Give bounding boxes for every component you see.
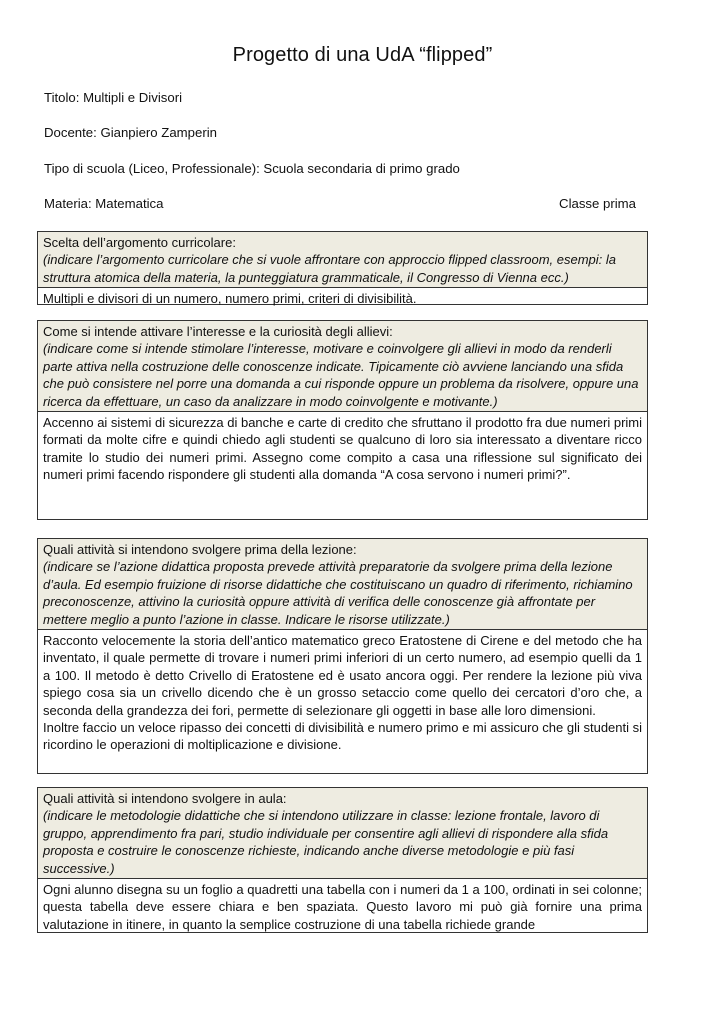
- section-content: [38, 630, 647, 756]
- document-title: Progetto di una UdA “flipped”: [232, 44, 493, 66]
- meta-tipo-scuola: Tipo di scuola (Liceo, Professionale): Scuola secondaria di primo grado: [44, 161, 460, 176]
- content-paragraph: Multipli e divisori di un numero, numero primi, criteri di divisibilità.: [43, 291, 417, 307]
- content-paragraph: Accenno ai sistemi di sicurezza di banche e carte di credito che sfruttano il prodotto fra due numeri primi formati da molte cifre e quindi chiedo agli studenti se qualcuno di loro sia interessato a diventare ricco tramite lo studio dei numeri primi. Assegno come compito a casa una riflessione sul significato dei numeri primi facendo rispondere gli studenti alla domanda “A cosa servono i numeri primi?”.: [43, 415, 643, 483]
- section-header: [38, 232, 647, 288]
- meta-docente: Docente: Gianpiero Zamperin: [44, 125, 217, 140]
- section-heading: Come si intende attivare l’interesse e la curiosità degli allievi:: [43, 324, 393, 339]
- meta-classe: Classe prima: [559, 196, 636, 211]
- section-header: [38, 788, 647, 879]
- section-content: [38, 412, 647, 486]
- content-paragraph: Inoltre faccio un veloce ripasso dei concetti di divisibilità e numero primo e mi assicuro che gli studenti si ricordino le operazioni di moltiplicazione e divisione.: [43, 720, 643, 753]
- section-header: [38, 321, 647, 412]
- section-content: [38, 879, 647, 939]
- section-interesse: [37, 320, 648, 520]
- content-paragraph: Ogni alunno disegna su un foglio a quadretti una tabella con i numeri da 1 a 100, ordinati in sei colonne; questa tabella deve essere chiara e ben spaziata. Questo lavoro mi può già fornire una prima valutazione in itinere, in quanto la semplice costruzione di una tabella richiede grande: [43, 882, 642, 932]
- section-in-aula: [37, 787, 648, 933]
- section-heading: Quali attività si intendono svolgere in aula:: [43, 791, 287, 806]
- section-heading: Scelta dell’argomento curricolare:: [43, 235, 236, 250]
- section-prima-lezione: [37, 538, 648, 774]
- meta-titolo: Titolo: Multipli e Divisori: [44, 90, 183, 105]
- section-hint: (indicare se l’azione didattica proposta prevede attività preparatorie da svolgere prima della lezione d’aula. Ed esempio fruizione di risorse didattiche che costituiscano un quadro di riferimento, richiamino preconoscenze, attivino la curiosità oppure attività di verifica delle conoscenze già affrontate per mettere meglio a punto l’azione in classe. Indicare le risorse utilizzate.): [43, 559, 633, 627]
- section-hint: (indicare l’argomento curricolare che si vuole affrontare con approccio flipped classroom, esempi: la struttura atomica della materia, la punteggiatura grammaticale, il Congresso di Vienna ecc.): [43, 252, 616, 285]
- section-content: [38, 288, 647, 309]
- section-heading: Quali attività si intendono svolgere prima della lezione:: [43, 542, 357, 557]
- section-header: [38, 539, 647, 630]
- section-hint: (indicare come si intende stimolare l’interesse, motivare e coinvolgere gli allievi in modo da renderli parte attiva nella costruzione delle conoscenze indicate. Tipicamente ciò avviene lanciando una sfida che può consistere nel porre una domanda a cui risponde oppure un problema da risolvere, oppure una ricerca da effettuare, un caso da analizzare in modo coinvolgente e motivante.): [43, 341, 639, 409]
- content-paragraph: Racconto velocemente la storia dell’antico matematico greco Eratostene di Cirene e del metodo che ha inventato, il quale permette di trovare i numeri primi inferiori di un certo numero, ad esempio quelli da 1 a 100. Il metodo è detto Crivello di Eratostene ed è usato ancora oggi. Per rendere la lezione più viva spiego cosa sia un crivello dicendo che è un grosso setaccio come quello dei cercatori d’oro che, a seconda della grandezza dei fori, permette di selezionare gli oggetti in base alle loro dimensioni.: [43, 633, 642, 718]
- meta-materia: Materia: Matematica: [44, 196, 164, 211]
- section-argomento: [37, 231, 648, 305]
- section-hint: (indicare le metodologie didattiche che si intendono utilizzare in classe: lezione frontale, lavoro di gruppo, apprendimento fra pari, studio individuale per consentire agli allievi di rispondere alla sfida proposta e costruire le conoscenze richieste, indicando anche diverse metodologie e più fasi successive.): [43, 808, 609, 876]
